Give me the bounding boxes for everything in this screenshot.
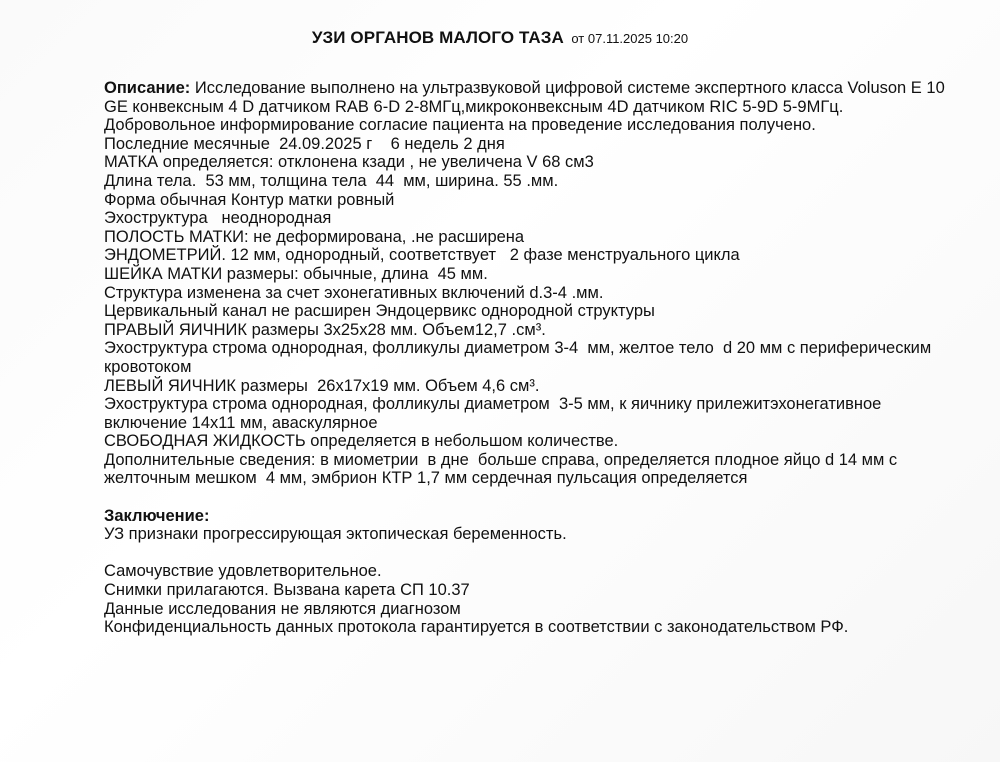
footer-line: Данные исследования не являются диагнозом [104,599,461,618]
footer-line: Конфиденциальность данных протокола гарантируется в соответствии с законодательством РФ. [104,618,849,637]
finding-line: Дополнительные сведения: в миометрии в дне больше справа, определяется плодное яйцо d 14 мм с желточным мешком 4 мм, эмбрион КТР 1,7 мм сердечная пульсация определяется [104,450,902,488]
finding-line: Последние месячные 24.09.2025 г 6 недель 2 дня [104,134,505,153]
document-title: УЗИ ОРГАНОВ МАЛОГО ТАЗА [311,28,564,47]
finding-line: ЛЕВЫЙ ЯИЧНИК размеры 26х17х19 мм. Объем 4,6 см³. [104,376,540,395]
findings-section [104,135,954,488]
conclusion-section [104,507,954,544]
finding-line: МАТКА определяется: отклонена кзади , не увеличена V 68 см3 [104,153,594,172]
document-body [104,79,954,637]
footer-line: Снимки прилагаются. Вызвана карета СП 10.37 [104,581,470,600]
finding-line: ШЕЙКА МАТКИ размеры: обычные, длина 45 мм. [104,264,488,283]
conclusion-label: Заключение: [104,506,210,525]
document-header [0,28,1000,48]
finding-line: ЭНДОМЕТРИЙ. 12 мм, однородный, соответствует 2 фазе менструального цикла [104,246,740,265]
wellbeing-text: Самочувствие удовлетворительное. [104,562,382,581]
finding-line: ПОЛОСТЬ МАТКИ: не деформирована, .не расширена [104,227,525,246]
finding-line: Длина тела. 53 мм, толщина тела 44 мм, ширина. 55 .мм. [104,171,559,190]
document-date: от 07.11.2025 10:20 [571,31,689,46]
footer-section [104,581,954,637]
description-label: Описание: [104,79,191,97]
finding-line: СВОБОДНАЯ ЖИДКОСТЬ определяется в небольшом количестве. [104,432,619,451]
description-paragraph [104,79,954,135]
finding-line: Структура изменена за счет эхонегативных включений d.3-4 .мм. [104,283,604,302]
description-text: Исследование выполнено на ультразвуковой цифровой системе экспертного класса Voluson E 10 GE конвексным 4 D датчиком RAB 6-D 2-8МГц,микроконвексным 4D датчиком RIC 5-9D 5-9МГц. Добровольное информирование согласие пациента на проведение исследования получено. [104,79,945,135]
finding-line: Форма обычная Контур матки ровный [104,190,395,209]
finding-line: Эхоструктура строма однородная, фолликулы диаметром 3-5 мм, к яичнику прилежитэхонегативное включение 14х11 мм, аваскулярное [104,395,886,432]
conclusion-text: УЗ признаки прогрессирующая эктопическая беременность. [104,525,567,544]
finding-line: ПРАВЫЙ ЯИЧНИК размеры 3х25х28 мм. Объем12,7 .см³. [104,320,546,339]
finding-line: Цервикальный канал не расширен Эндоцервикс однородной структуры [104,302,655,321]
finding-line: Эхоструктура строма однородная, фолликулы диаметром 3-4 мм, желтое тело d 20 мм с периферическим кровотоком [104,339,936,376]
finding-line: Эхоструктура неоднородная [104,209,332,228]
